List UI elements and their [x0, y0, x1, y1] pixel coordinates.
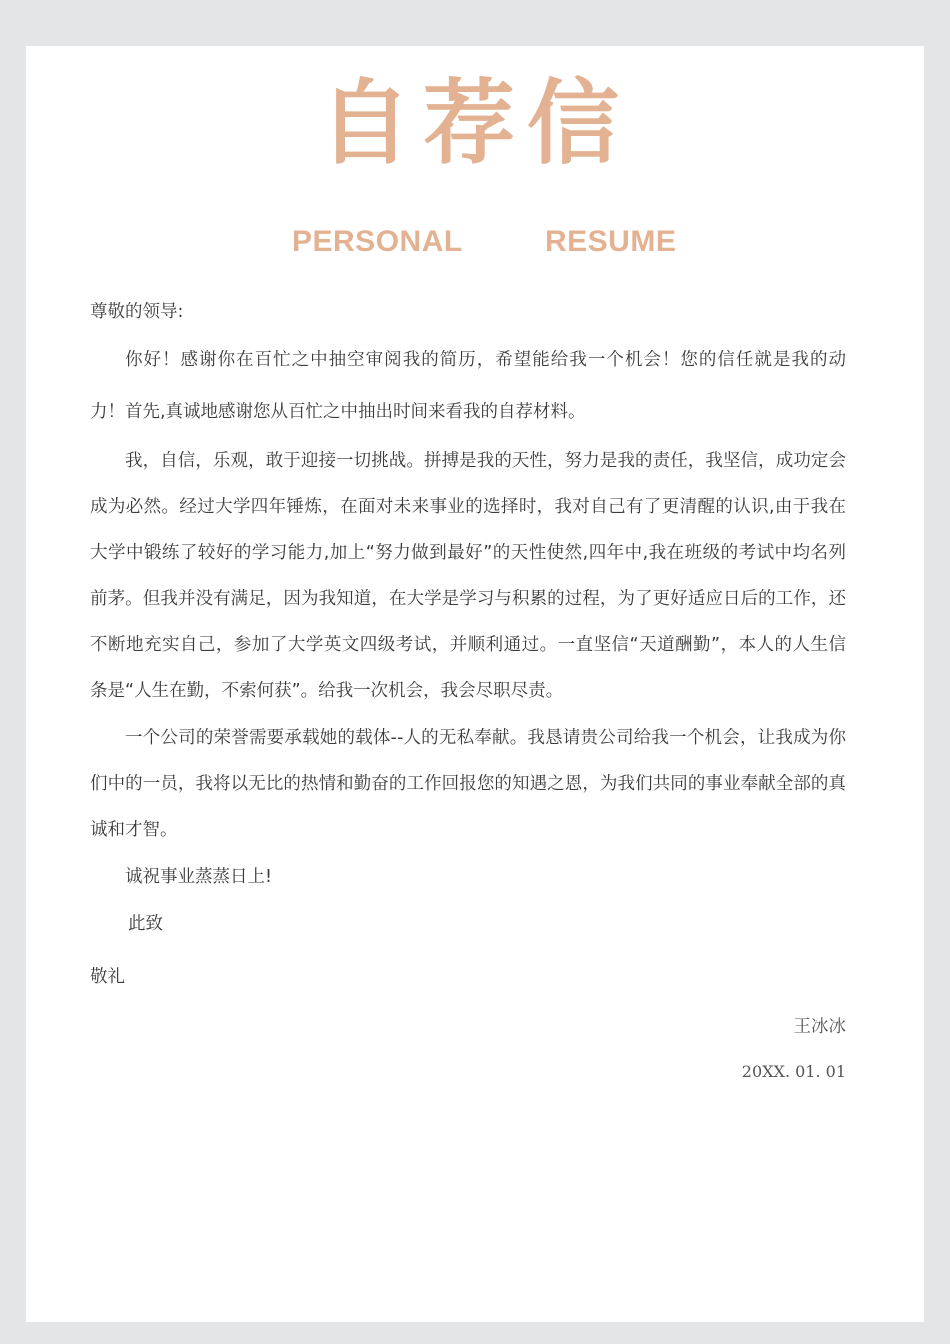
paragraph-line: 我，自信，乐观，敢于迎接一切挑战。拼搏是我的天性，努力是我的责任，我坚信，成功定会 — [125, 451, 846, 471]
paragraph-line: 们中的一员，我将以无比的热情和勤奋的工作回报您的知遇之恩，为我们共同的事业奉献全部的真 — [90, 774, 846, 794]
paragraph-line: 一个公司的荣誉需要承载她的载体--人的无私奉献。我恳请贵公司给我一个机会，让我成为你 — [125, 728, 846, 748]
closing-line: 敬礼 — [90, 967, 125, 987]
paragraph-line: 你好！感谢你在百忙之中抽空审阅我的简历，希望能给我一个机会！您的信任就是我的动 — [125, 350, 846, 370]
paragraph-line: 成为必然。经过大学四年锤炼，在面对未来事业的选择时，我对自己有了更清醒的认识,由于我在 — [90, 497, 846, 517]
paragraph-line: 力！首先,真诚地感谢您从百忙之中抽出时间来看我的自荐材料。 — [90, 402, 586, 422]
signature: 王冰冰 — [793, 1017, 846, 1037]
paragraph-line: 诚和才智。 — [90, 820, 178, 840]
subtitle-resume: RESUME — [545, 225, 677, 258]
page-title: 自荐信 — [318, 70, 631, 177]
letter-date: 20XX. 01. 01 — [741, 1062, 846, 1081]
wish-line: 诚祝事业蒸蒸日上! — [125, 867, 273, 887]
paragraph-line: 不断地充实自己，参加了大学英文四级考试，并顺利通过。一直坚信“天道酬勤”，本人的人生信 — [90, 635, 846, 655]
subtitle-personal: PERSONAL — [292, 225, 463, 258]
paragraph-line: 条是“人生在勤，不索何获”。给我一次机会，我会尽职尽责。 — [90, 681, 564, 701]
paragraph-line: 前茅。但我并没有满足，因为我知道，在大学是学习与积累的过程，为了更好适应日后的工作，还 — [90, 589, 846, 609]
salutation: 尊敬的领导: — [90, 302, 184, 322]
paragraph-line: 大学中锻练了较好的学习能力,加上“努力做到最好”的天性使然,四年中,我在班级的考试中均名列 — [90, 543, 846, 563]
closing-line: 此致 — [128, 914, 163, 934]
